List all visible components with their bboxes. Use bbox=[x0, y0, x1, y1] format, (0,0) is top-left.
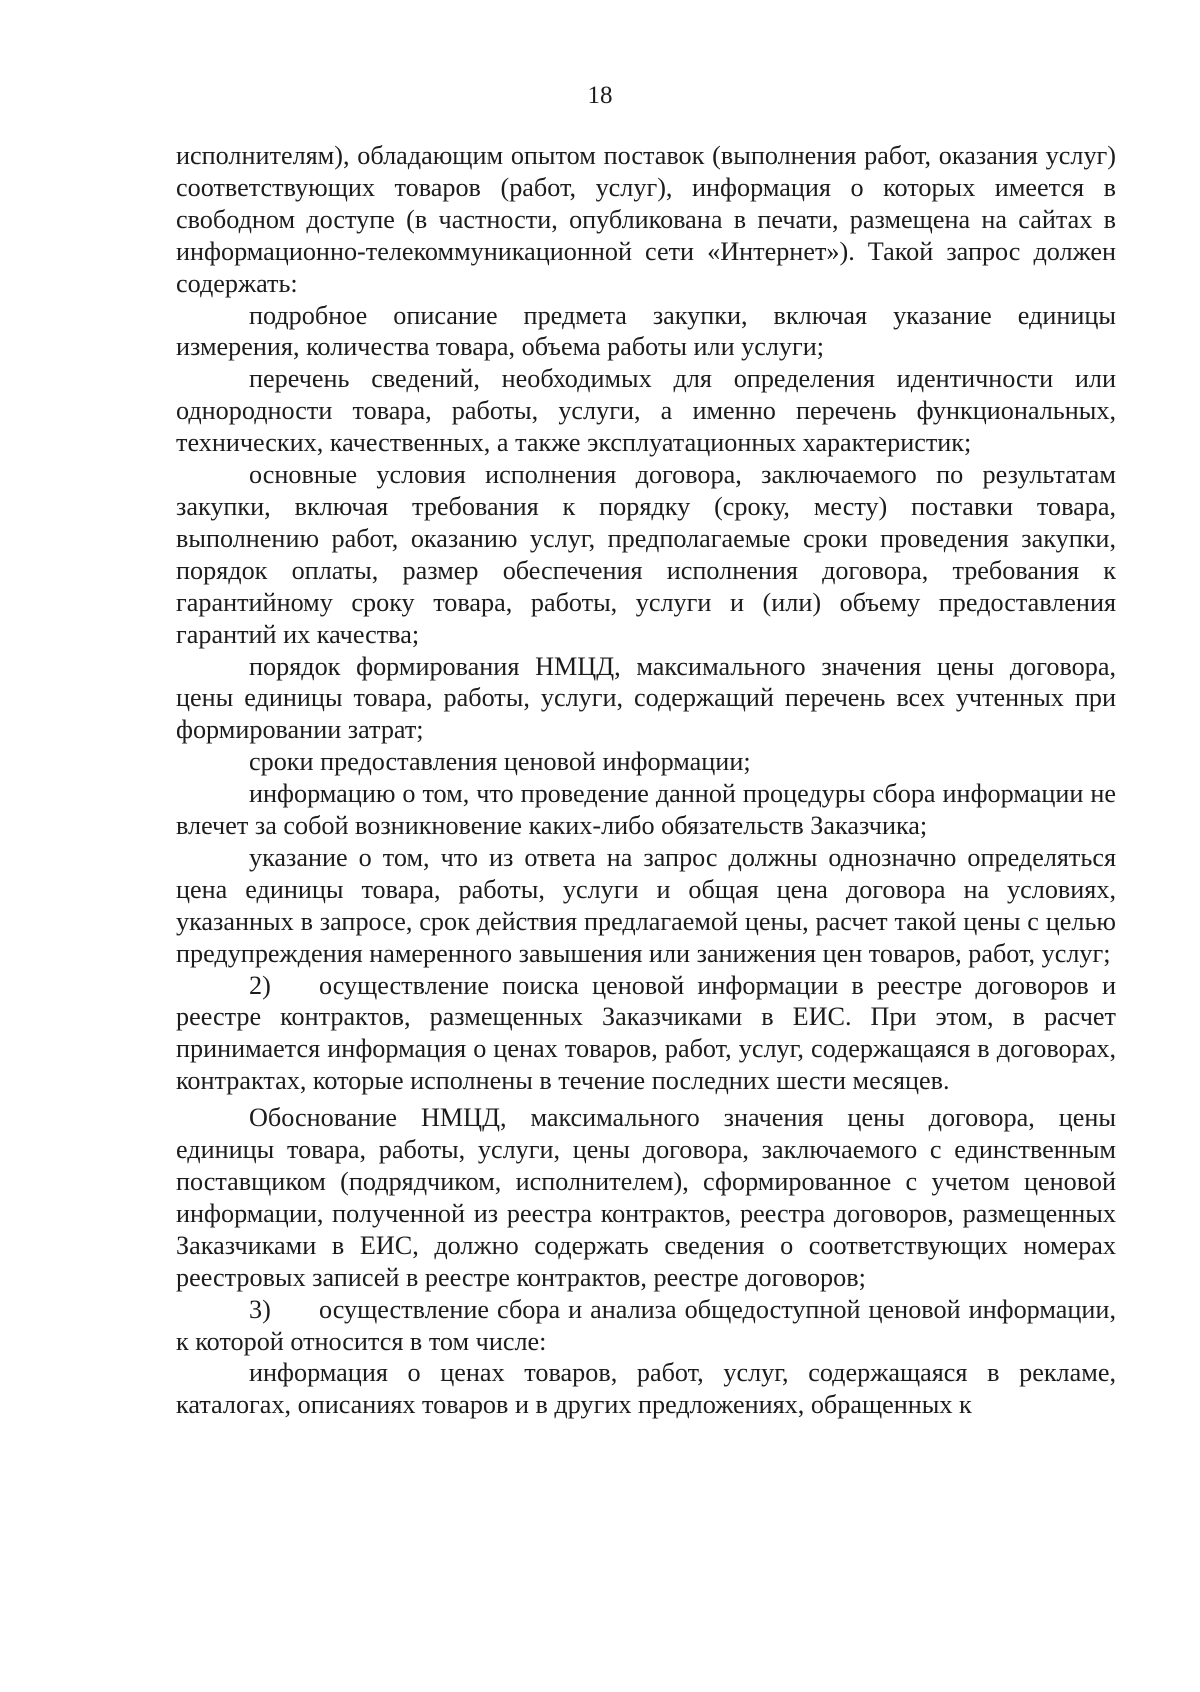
paragraph-contract-conditions: основные условия исполнения договора, заключаемого по результатам закупки, включая требования к порядку (сроку, месту) поставки товара, выполнению работ, оказанию услуг, предполагаемые сроки проведения закупки, порядок оплаты, размер обеспечения исполнения договора, требования к гарантийному сроку товара, работы, услуги и (или) объему предоставления гарантий их качества; bbox=[176, 460, 1116, 649]
paragraph-price-formation: порядок формирования НМЦД, максимального значения цены договора, цены единицы товара, работы, услуги, содержащий перечень всех учтенных при формировании затрат; bbox=[176, 651, 1116, 745]
page-number: 18 bbox=[587, 82, 613, 109]
list-item-3-text: осуществление сбора и анализа общедоступной ценовой информации, к которой относится в том числе: bbox=[176, 1294, 1116, 1356]
list-item-3-number: 3) bbox=[249, 1294, 271, 1324]
list-item-3 bbox=[176, 1294, 1116, 1358]
paragraph-characteristics-list: перечень сведений, необходимых для определения идентичности или однородности товара, работы, услуги, а именно перечень функциональных, технических, качественных, а также эксплуатационных характеристик; bbox=[176, 364, 1116, 458]
list-item-2-text: осуществление поиска ценовой информации в реестре договоров и реестре контрактов, размещенных Заказчиками в ЕИС. При этом, в расчет принимается информация о ценах товаров, работ, услуг, содержащаяся в договорах, контрактах, которые исполнены в течение последних шести месяцев. bbox=[176, 970, 1116, 1096]
paragraph-price-determination: указание о том, что из ответа на запрос должны однозначно определяться цена единицы товара, работы, услуги и общая цена договора на условиях, указанных в запросе, срок действия предлагаемой цены, расчет такой цены с целью предупреждения намеренного завышения или занижения цен товаров, работ, услуг; bbox=[176, 842, 1116, 968]
paragraph-justification: Обоснование НМЦД, максимального значения цены договора, цены единицы товара, работы, услуги, цены договора, заключаемого с единственным поставщиком (подрядчиком, исполнителем), сформированное с учетом ценовой информации, полученной из реестра контрактов, реестра договоров, размещенных Заказчиками в ЕИС, должно содержать сведения о соответствующих номерах реестровых записей в реестре контрактов, реестре договоров; bbox=[176, 1103, 1116, 1292]
paragraph-subject-description: подробное описание предмета закупки, включая указание единицы измерения, количества товара, объема работы или услуги; bbox=[176, 300, 1116, 362]
paragraph-continuation: исполнителям), обладающим опытом поставок (выполнения работ, оказания услуг) соответствующих товаров (работ, услуг), информация о которых имеется в свободном доступе (в частности, опубликована в печати, размещена на сайтах в информационно-телекоммуникационной сети «Интернет»). Такой запрос должен содержать: bbox=[176, 141, 1116, 298]
paragraph-price-info-terms: сроки предоставления ценовой информации; bbox=[249, 747, 751, 777]
document-body bbox=[176, 140, 1116, 1421]
list-item-2 bbox=[176, 970, 1116, 1098]
paragraph-public-price-info: информация о ценах товаров, работ, услуг, содержащаяся в рекламе, каталогах, описаниях товаров и в других предложениях, обращенных к bbox=[176, 1358, 1116, 1420]
list-item-2-number: 2) bbox=[249, 970, 271, 1000]
paragraph-no-obligations: информацию о том, что проведение данной процедуры сбора информации не влечет за собой возникновение каких-либо обязательств Заказчика; bbox=[176, 779, 1116, 841]
